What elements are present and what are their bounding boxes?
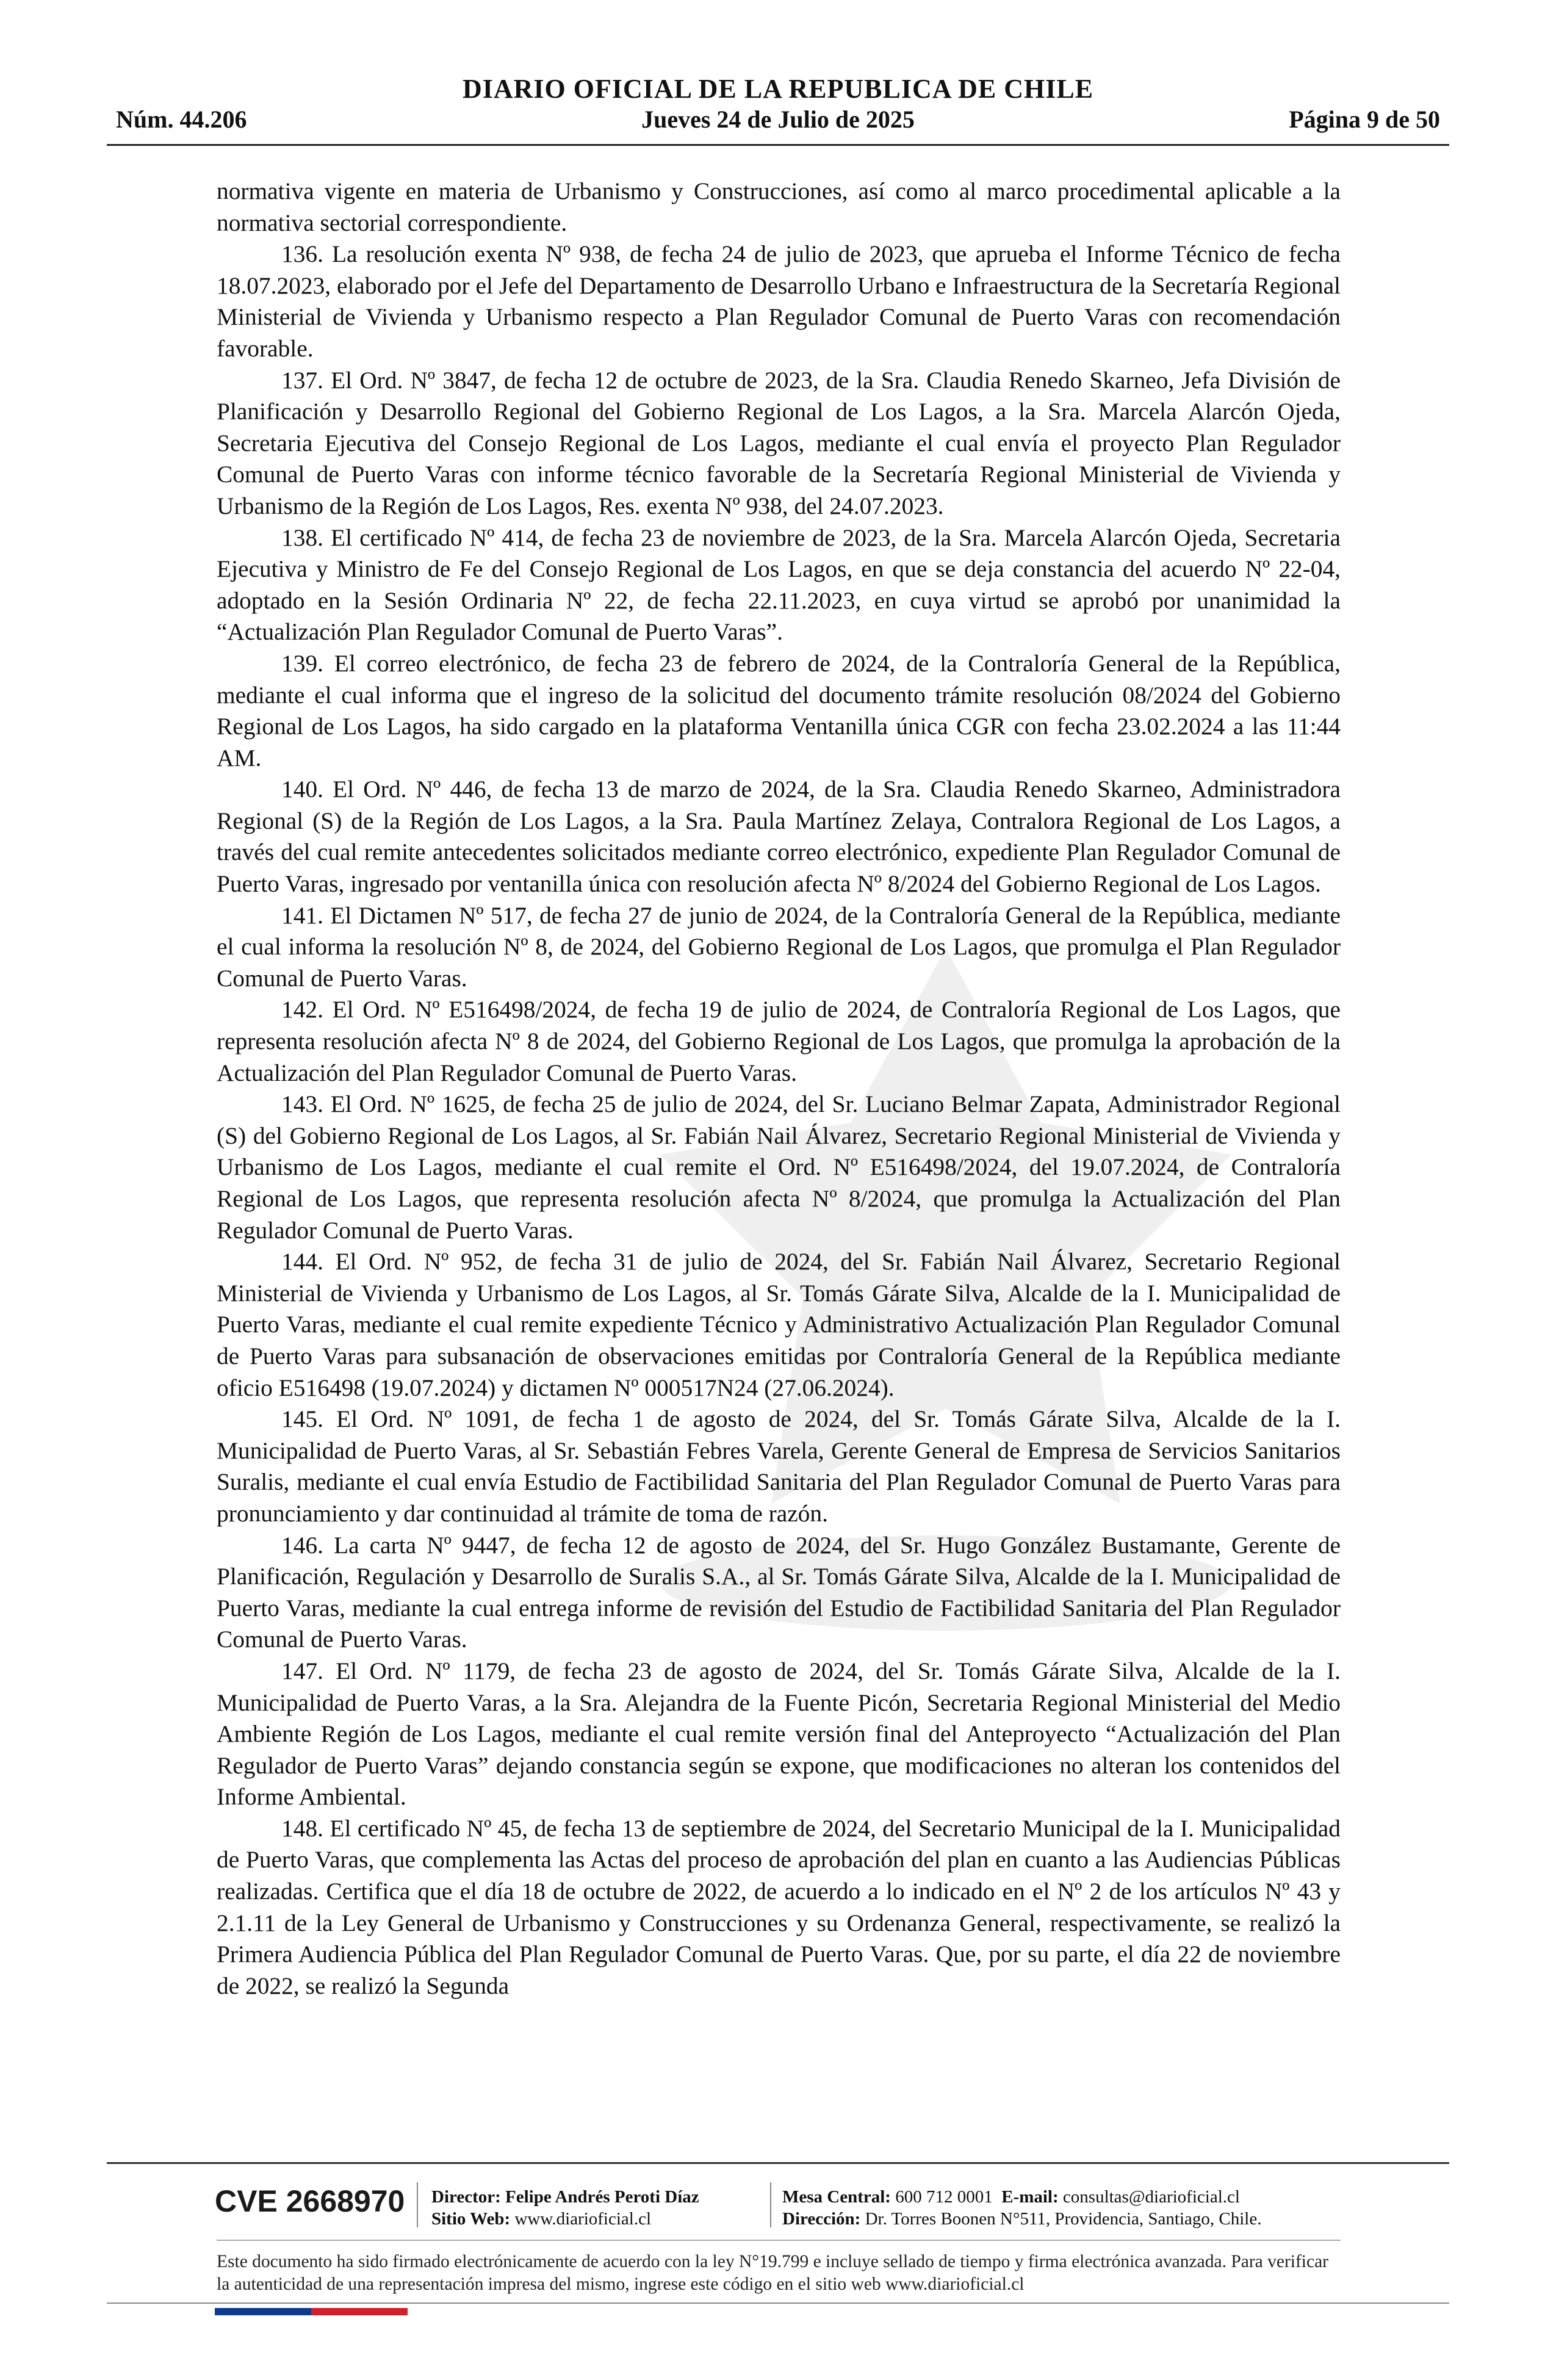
- issue-date: Jueves 24 de Julio de 2025: [641, 106, 915, 133]
- list-item: 138. El certificado Nº 414, de fecha 23 de noviembre de 2023, de la Sra. Marcela Alarcón Ojeda, Secretaria Ejecutiva y Ministro de Fe del Consejo Regional de Los Lagos, en que se deja constancia del acuerdo Nº 22-04, adoptado en la Sesión Ordinaria Nº 22, de fecha 22.11.2023, en cuya virtud se aprobó por unanimidad la “Actualización Plan Regulador Comunal de Puerto Varas”.: [217, 524, 1341, 646]
- email-link[interactable]: consultas@diarioficial.cl: [1062, 2187, 1240, 2207]
- list-item: 146. La carta Nº 9447, de fecha 12 de agosto de 2024, del Sr. Hugo González Bustamante, Gerente de Planificación, Regulación y Desarrollo de Suralis S.A., al Sr. Tomás Gárate Silva, Alcalde de la I. Municipalidad de Puerto Varas, mediante la cual entrega informe de revisión del Estudio de Factibilidad Sanitaria del Plan Regulador Comunal de Puerto Varas.: [217, 1531, 1341, 1653]
- intro-paragraph: normativa vigente en materia de Urbanismo y Construcciones, así como al marco procedimental aplicable a la normativa sectorial correspondiente.: [217, 178, 1341, 236]
- newspaper-title: DIARIO OFICIAL DE LA REPUBLICA DE CHILE: [462, 74, 1094, 104]
- list-item: 141. El Dictamen Nº 517, de fecha 27 de junio de 2024, de la Contraloría General de la República, mediante el cual informa la resolución Nº 8, de 2024, del Gobierno Regional de Los Lagos, que promulga el Plan Regulador Comunal de Puerto Varas.: [217, 901, 1341, 992]
- list-item: 144. El Ord. Nº 952, de fecha 31 de julio de 2024, del Sr. Fabián Nail Álvarez, Secretario Regional Ministerial de Vivienda y Urbanismo de Los Lagos, al Sr. Tomás Gárate Silva, Alcalde de la I. Municipalidad de Puerto Varas, mediante el cual remite expediente Técnico y Administrativo Actualización Plan Regulador Comunal de Puerto Varas para subsanación de observaciones emitidas por Contraloría General de la República mediante oficio E516498 (19.07.2024) y dictamen Nº 000517N24 (27.06.2024).: [217, 1248, 1341, 1401]
- director-name: Felipe Andrés Peroti Díaz: [505, 2187, 699, 2207]
- footer-separator: [770, 2182, 771, 2227]
- list-item: 145. El Ord. Nº 1091, de fecha 1 de agosto de 2024, del Sr. Tomás Gárate Silva, Alcalde de la I. Municipalidad de Puerto Varas, al Sr. Sebastián Febres Varela, Gerente General de Empresa de Servicios Sanitarios Suralis, mediante el cual envía Estudio de Factibilidad Sanitaria del Plan Regulador Comunal de Puerto Varas para pronunciamiento y dar continuidad al trámite de toma de razón.: [217, 1405, 1341, 1527]
- flag-stripe-red: [311, 2308, 408, 2315]
- footer-inner-divider: [217, 2240, 1341, 2241]
- list-item: 136. La resolución exenta Nº 938, de fecha 24 de julio de 2023, que aprueba el Informe Técnico de fecha 18.07.2023, elaborado por el Jefe del Departamento de Desarrollo Urbano e Infraestructura de la Secretaría Regional Ministerial de Vivienda y Urbanismo respecto a Plan Regulador Comunal de Puerto Varas con recomendación favorable.: [217, 240, 1341, 362]
- director-label: Director:: [431, 2187, 501, 2207]
- list-item: 143. El Ord. Nº 1625, de fecha 25 de julio de 2024, del Sr. Luciano Belmar Zapata, Administrador Regional (S) del Gobierno Regional de Los Lagos, al Sr. Fabián Nail Álvarez, Secretario Regional Ministerial de Vivienda y Urbanismo de Los Lagos, mediante el cual remite el Ord. Nº E516498/2024, del 19.07.2024, de Contraloría Regional de Los Lagos, que representa resolución afecta Nº 8/2024, que promulga la Actualización del Plan Regulador Comunal de Puerto Varas.: [217, 1091, 1341, 1244]
- footer-separator: [417, 2182, 418, 2227]
- email-label: E-mail:: [1001, 2187, 1059, 2207]
- phone-label: Mesa Central:: [782, 2187, 891, 2207]
- list-item: 137. El Ord. Nº 3847, de fecha 12 de octubre de 2023, de la Sra. Claudia Renedo Skarneo, Jefa División de Planificación y Desarrollo Regional del Gobierno Regional de Los Lagos, a la Sra. Marcela Alarcón Ojeda, Secretaria Ejecutiva del Consejo Regional de Los Lagos, mediante el cual envía el proyecto Plan Regulador Comunal de Puerto Varas con informe técnico favorable de la Secretaría Regional Ministerial de Vivienda y Urbanismo de la Región de Los Lagos, Res. exenta Nº 938, del 24.07.2023.: [217, 366, 1341, 519]
- list-item: 139. El correo electrónico, de fecha 23 de febrero de 2024, de la Contraloría General de la República, mediante el cual informa que el ingreso de la solicitud del documento trámite resolución 08/2024 del Gobierno Regional de Los Lagos, ha sido cargado en la plataforma Ventanilla única CGR con fecha 23.02.2024 a las 11:44 AM.: [217, 649, 1341, 771]
- header-divider: [107, 144, 1449, 146]
- list-item: 148. El certificado Nº 45, de fecha 13 de septiembre de 2024, del Secretario Municipal de la I. Municipalidad de Puerto Varas, que complementa las Actas del proceso de aprobación del plan en cuanto a las Audiencias Públicas realizadas. Certifica que el día 18 de octubre de 2022, de acuerdo a lo indicado en el Nº 2 de los artículos Nº 43 y 2.1.11 de la Ley General de Urbanismo y Construcciones y su Ordenanza General, respectivamente, se realizó la Primera Audiencia Pública del Plan Regulador Comunal de Puerto Varas. Que, por su parte, el día 22 de noviembre de 2022, se realizó la Segunda: [217, 1814, 1341, 1999]
- flag-stripe-blue: [215, 2308, 311, 2315]
- document-body: [217, 176, 1341, 2002]
- cve-code: CVE 2668970: [215, 2184, 405, 2218]
- address-text: Dr. Torres Boonen N°511, Providencia, Santiago, Chile.: [865, 2209, 1262, 2229]
- director-block: [431, 2186, 699, 2230]
- footer-bottom-divider: [107, 2302, 1449, 2304]
- footer-divider: [107, 2162, 1449, 2164]
- phone-number: 600 712 0001: [895, 2187, 993, 2207]
- list-item: 140. El Ord. Nº 446, de fecha 13 de marzo de 2024, de la Sra. Claudia Renedo Skarneo, Administradora Regional (S) de la Región de Los Lagos, a la Sra. Paula Martínez Zelaya, Contralora Regional de Los Lagos, a través del cual remite antecedentes solicitados mediante correo electrónico, expediente Plan Regulador Comunal de Puerto Varas, ingresado por ventanilla única con resolución afecta Nº 8/2024 del Gobierno Regional de Los Lagos.: [217, 776, 1341, 898]
- list-item: 147. El Ord. Nº 1179, de fecha 23 de agosto de 2024, del Sr. Tomás Gárate Silva, Alcalde de la I. Municipalidad de Puerto Varas, a la Sra. Alejandra de la Fuente Picón, Secretaria Regional Ministerial del Medio Ambiente Región de Los Lagos, mediante el cual remite versión final del Anteproyecto “Actualización del Plan Regulador de Puerto Varas” dejando constancia según se expone, que modificaciones no alteran los contenidos del Informe Ambiental.: [217, 1657, 1341, 1811]
- address-label: Dirección:: [782, 2209, 861, 2229]
- contact-block: [782, 2186, 1261, 2230]
- website-label: Sitio Web:: [431, 2209, 511, 2229]
- list-item: 142. El Ord. Nº E516498/2024, de fecha 19 de julio de 2024, de Contraloría Regional de Los Lagos, que representa resolución afecta Nº 8 de 2024, del Gobierno Regional de Los Lagos, que promulga la aprobación de la Actualización del Plan Regulador Comunal de Puerto Varas.: [217, 996, 1341, 1086]
- issue-number: Núm. 44.206: [116, 106, 247, 133]
- page-number: Página 9 de 50: [1289, 106, 1440, 133]
- page-header: [116, 73, 1440, 140]
- website-link[interactable]: www.diarioficial.cl: [514, 2209, 652, 2229]
- signature-disclaimer: Este documento ha sido firmado electrónicamente de acuerdo con la ley N°19.799 e incluye sellado de tiempo y firma electrónica avanzada. Para verificar la autenticidad de una representación impresa del mismo, ingrese este código en el sitio web www.diarioficial.cl: [217, 2252, 1328, 2294]
